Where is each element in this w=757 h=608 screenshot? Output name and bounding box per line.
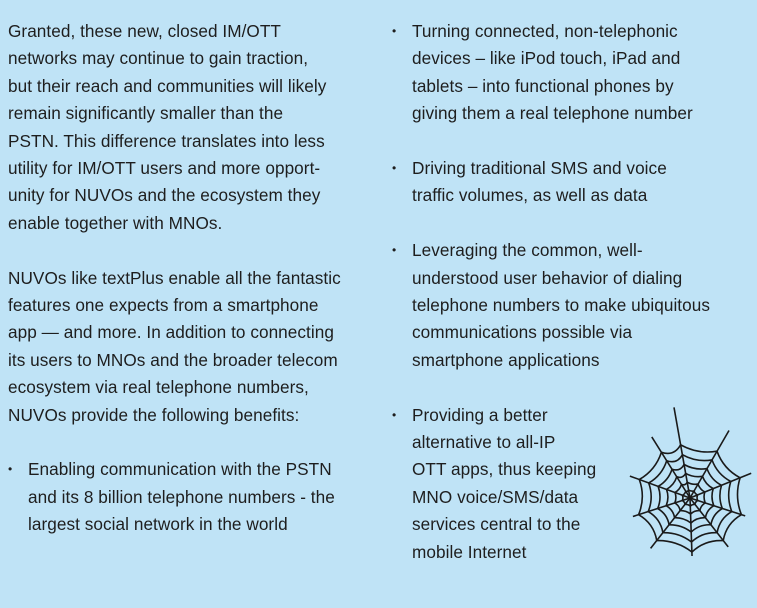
text-line: Turning connected, non-telephonic (412, 21, 678, 41)
text-line: alternative to all-IP (412, 432, 556, 453)
text-line: and its 8 billion telephone numbers - the (28, 486, 335, 507)
left-column (8, 18, 373, 566)
text-line: largest social network in the world (28, 514, 288, 535)
text-line: Driving traditional SMS and voice (412, 158, 667, 179)
text-line: NUVOs provide the following benefits: (8, 404, 300, 425)
text-line: utility for IM/OTT users and more opport- (8, 158, 321, 179)
list-item (392, 155, 732, 210)
text-line: devices – like iPod touch, iPad and (412, 48, 681, 69)
text-line: tablets – into functional phones by (412, 75, 674, 96)
text-line: mobile Internet (412, 541, 527, 562)
text-line: NUVOs like textPlus enable all the fantastic (8, 267, 341, 288)
text-line: Providing a better (412, 404, 548, 425)
bullet-marker: • (392, 24, 397, 38)
text-line: MNO voice/SMS/data (412, 486, 579, 507)
benefit-list-left (8, 456, 373, 538)
text-line: but their reach and communities will likely (8, 75, 327, 96)
text-line: Enabling communication with the PSTN (28, 459, 332, 480)
text-line: features one expects from a smartphone (8, 295, 319, 316)
text-line: OTT apps, thus keeping (412, 459, 597, 480)
text-line: PSTN. This difference translates into less (8, 130, 325, 151)
text-line: understood user behavior of dialing (412, 267, 683, 288)
text-line: giving them a real telephone number (412, 103, 693, 124)
text-line: Leveraging the common, well- (412, 240, 643, 261)
bullet-marker: • (392, 243, 397, 258)
paragraph-intro (8, 18, 373, 237)
text-line: telephone numbers to make ubiquitous (412, 295, 710, 316)
text-line: its users to MNOs and the broader telecom (8, 349, 338, 370)
list-item (392, 237, 732, 374)
text-line: Granted, these new, closed IM/OTT (8, 21, 281, 41)
bullet-marker: • (8, 462, 13, 477)
text-line: ecosystem via real telephone numbers, (8, 377, 309, 398)
text-line: smartphone applications (412, 349, 600, 370)
text-line: networks may continue to gain traction, (8, 48, 309, 69)
text-line: services central to the (412, 514, 581, 535)
text-line: unity for NUVOs and the ecosystem they (8, 185, 321, 206)
list-item (8, 456, 373, 538)
text-line: remain significantly smaller than the (8, 103, 284, 124)
bullet-marker: • (392, 161, 397, 176)
text-line: communications possible via (412, 322, 633, 343)
spider-web-icon (618, 406, 757, 556)
bullet-marker: • (392, 407, 397, 422)
text-line: app — and more. In addition to connecting (8, 322, 334, 343)
text-line: traffic volumes, as well as data (412, 185, 648, 206)
text-line: enable together with MNOs. (8, 212, 223, 233)
list-item (392, 18, 732, 128)
paragraph-nuvos (8, 265, 373, 429)
